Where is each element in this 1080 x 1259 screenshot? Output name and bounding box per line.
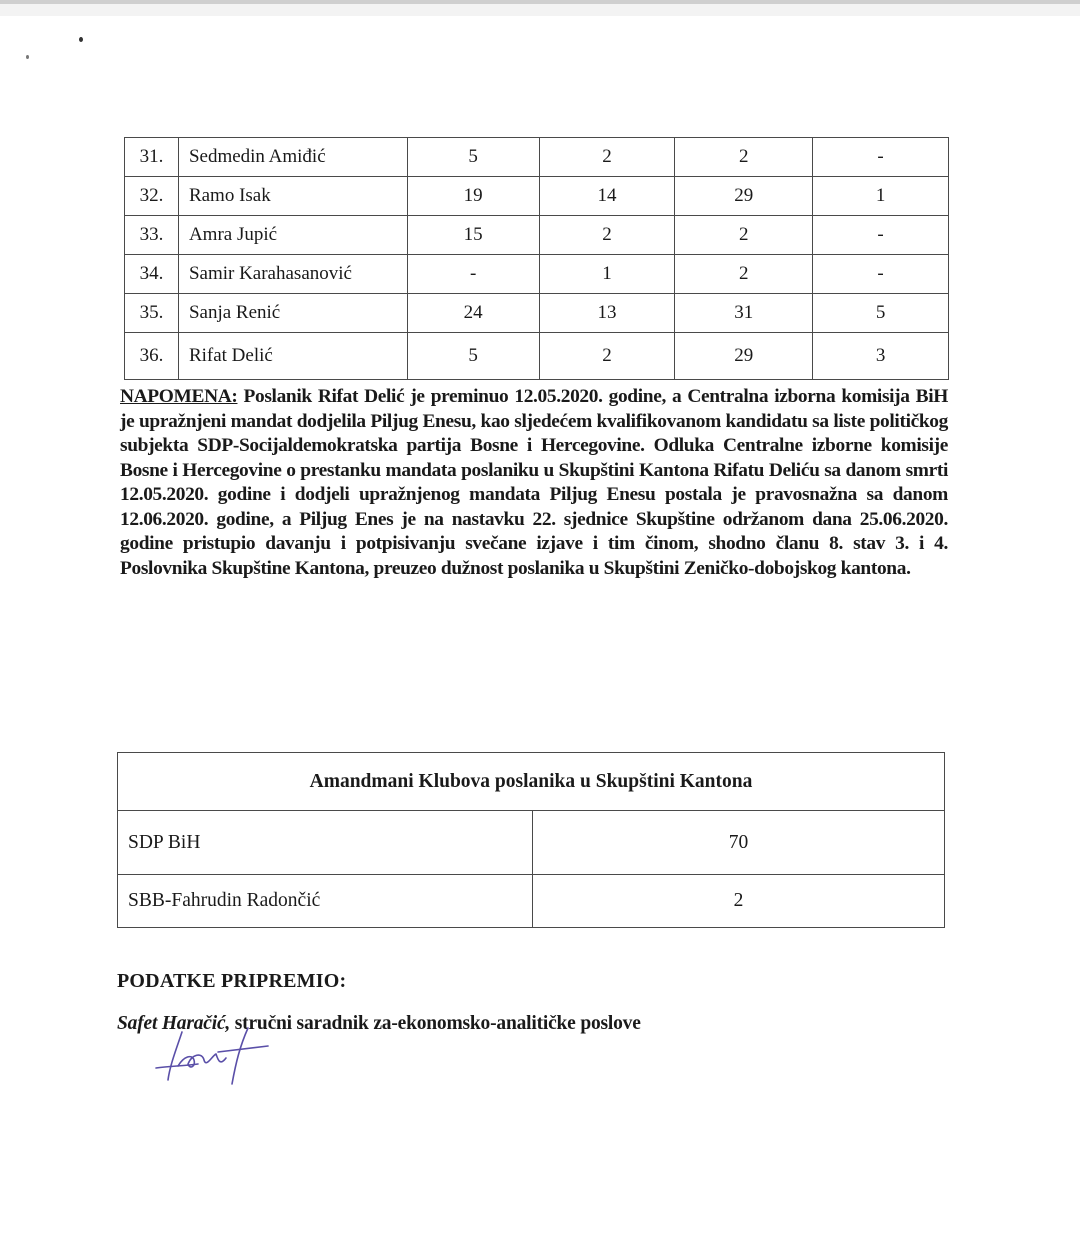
member-name: Amra Jupić <box>178 216 407 255</box>
preparer-role: stručni saradnik za-ekonomsko-analitičke poslove <box>230 1013 641 1034</box>
value-col-1: 15 <box>407 216 539 255</box>
table-row <box>118 811 945 875</box>
row-number: 31. <box>125 138 179 177</box>
member-name: Rifat Delić <box>178 333 407 380</box>
value-col-4: - <box>813 216 949 255</box>
member-name: Ramo Isak <box>178 177 407 216</box>
value-col-1: - <box>407 255 539 294</box>
scan-top-shadow <box>0 4 1080 16</box>
value-col-2: 14 <box>539 177 675 216</box>
value-col-1: 24 <box>407 294 539 333</box>
value-col-3: 2 <box>675 255 813 294</box>
preparer-name: Safet Haračić, <box>117 1013 231 1034</box>
party-name: SDP BiH <box>118 811 533 875</box>
party-name: SBB-Fahrudin Radončić <box>118 875 533 928</box>
value-col-2: 2 <box>539 138 675 177</box>
scan-speck <box>26 55 29 59</box>
row-number: 33. <box>125 216 179 255</box>
value-col-1: 5 <box>407 138 539 177</box>
value-col-2: 13 <box>539 294 675 333</box>
row-number: 32. <box>125 177 179 216</box>
table-row <box>125 216 949 255</box>
prepared-by-line <box>117 1013 641 1035</box>
amendments-title: Amandmani Klubova poslanika u Skupštini Kantona <box>118 753 945 811</box>
value-col-4: 5 <box>813 294 949 333</box>
value-col-3: 29 <box>675 177 813 216</box>
note-label: NAPOMENA: <box>120 386 238 407</box>
value-col-4: 3 <box>813 333 949 380</box>
value-col-3: 2 <box>675 138 813 177</box>
member-name: Sanja Renić <box>178 294 407 333</box>
amendments-table <box>117 752 945 928</box>
value-col-1: 19 <box>407 177 539 216</box>
value-col-3: 29 <box>675 333 813 380</box>
value-col-4: - <box>813 255 949 294</box>
votes-table <box>124 137 949 380</box>
value-col-2: 2 <box>539 216 675 255</box>
table-row <box>125 294 949 333</box>
scan-speck <box>79 37 83 42</box>
note-text: Poslanik Rifat Delić je preminuo 12.05.2020. godine, a Centralna izborna komisija BiH je upražnjeni mandat dodjelila Piljug Enesu, kao sljedećem kvalifikovanom kandidatu sa liste političkog subjekta SDP-Socijaldemokratska partija Bosne i Hercegovine. Odluka Centralne izborne komisije Bosne i Hercegovine o prestanku mandata poslaniku u Skupštini Kantona Rifatu Deliću sa danom smrti 12.05.2020. godine i dodjeli upražnjenog mandata Piljug Enesu postala je pravosnažna sa danom 12.06.2020. godine, a Piljug Enes je na nastavku 22. sjednice Skupštine održanom dana 25.06.2020. godine pristupio davanju i potpisivanju svečane izjave i tim činom, shodno članu 8. stav 3. i 4. Poslovnika Skupštine Kantona, preuzeo dužnost poslanika u Skupštini Zeničko-dobojskog kantona. <box>120 386 948 579</box>
note-paragraph <box>120 385 948 581</box>
value-col-1: 5 <box>407 333 539 380</box>
value-col-3: 2 <box>675 216 813 255</box>
value-col-4: 1 <box>813 177 949 216</box>
row-number: 36. <box>125 333 179 380</box>
member-name: Sedmedin Amiđić <box>178 138 407 177</box>
table-row <box>125 138 949 177</box>
table-header-row <box>118 753 945 811</box>
table-row <box>125 177 949 216</box>
table-row <box>125 255 949 294</box>
table-row <box>125 333 949 380</box>
row-number: 34. <box>125 255 179 294</box>
prepared-by-heading: PODATKE PRIPREMIO: <box>117 970 347 992</box>
amendment-count: 70 <box>533 811 945 875</box>
value-col-2: 1 <box>539 255 675 294</box>
value-col-4: - <box>813 138 949 177</box>
member-name: Samir Karahasanović <box>178 255 407 294</box>
amendment-count: 2 <box>533 875 945 928</box>
table-row <box>118 875 945 928</box>
row-number: 35. <box>125 294 179 333</box>
value-col-3: 31 <box>675 294 813 333</box>
value-col-2: 2 <box>539 333 675 380</box>
